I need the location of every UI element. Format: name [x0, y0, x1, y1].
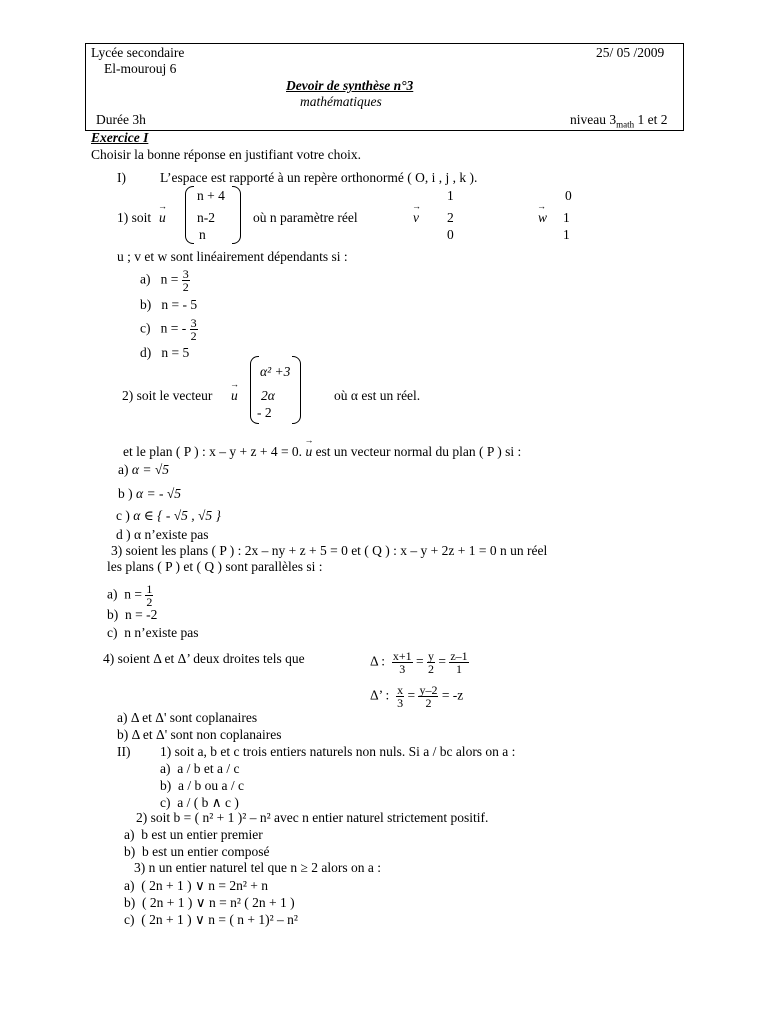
q1-param-text: où n paramètre réel — [253, 210, 358, 225]
p2-q2-option-a: a) b est un entier premier — [124, 827, 263, 842]
q4-lead: 4) soient Δ et Δ’ deux droites tels que — [103, 651, 305, 666]
right-bracket — [232, 186, 241, 244]
delta2-equation: Δ’ : $\frac{x}{3}$ = $\frac{y-2}{2}$ = -z — [370, 683, 464, 710]
exam-level: niveau $3_{math}$ 1 et 2 — [570, 112, 668, 130]
p2-q1-line: 1) soit a, b et c trois entiers naturels non nuls. Si a / bc alors on a : — [160, 744, 516, 759]
w-coord-1: 0 — [565, 188, 572, 203]
exercise-instruction: Choisir la bonne réponse en justifiant votre choix. — [91, 147, 361, 162]
q1-option-d: d) n = 5 — [140, 345, 190, 360]
q1-option-c: c) n = - $\frac{3}{2}$ — [140, 316, 197, 343]
q2-plane-line: et le plan ( P ) : x – y + z + 4 = 0. → u est un vecteur normal du plan ( P ) si : — [123, 445, 521, 459]
q1-option-b: b) n = - 5 — [140, 297, 198, 312]
p2-q3-line: 3) n un entier naturel tel que n ≥ 2 alors on a : — [134, 860, 381, 875]
vector-u-label: → u — [159, 211, 166, 225]
p2-q1-option-b: b) a / b ou a / c — [160, 778, 244, 793]
q2-option-d: d ) α n’existe pas — [116, 527, 209, 542]
q2-u-coord-2: 2α — [261, 388, 275, 403]
p2-q2-option-b: b) b est un entier composé — [124, 844, 270, 859]
v-coord-3: 0 — [447, 227, 454, 242]
p2-q3-option-c: c) ( 2n + 1 ) ∨ n = ( n + 1)² – n² — [124, 912, 298, 927]
u-coord-1: n + 4 — [197, 188, 225, 203]
p2-q1-option-c: c) a / ( b ∧ c ) — [160, 795, 239, 810]
q2-tail: où α est un réel. — [334, 388, 421, 403]
q2-u-coord-1: α² +3 — [260, 364, 291, 379]
q3-option-a: a) n = $\frac{1}{2}$ — [107, 582, 153, 609]
exam-subject: mathématiques — [300, 94, 382, 109]
exam-date: 25/ 05 /2009 — [596, 45, 665, 60]
p2-q2-line: 2) soit b = ( n² + 1 )² – n² avec n entier naturel strictement positif. — [136, 810, 489, 825]
q4-option-b: b) Δ et Δ' sont non coplanaires — [117, 727, 282, 742]
vector-v-label: → v — [413, 211, 419, 225]
school-town: El-mourouj 6 — [104, 61, 177, 76]
q2-u-coord-3: - 2 — [257, 405, 272, 420]
q2-option-b: b ) α = - √5 — [118, 486, 181, 501]
school-name: Lycée secondaire — [91, 45, 185, 60]
left-bracket — [185, 186, 194, 244]
p2-q1-option-a: a) a / b et a / c — [160, 761, 240, 776]
w-coord-2: 1 — [563, 210, 570, 225]
q1-option-a: a) n = $\frac{3}{2}$ — [140, 267, 189, 294]
q3-line1: 3) soient les plans ( P ) : 2x – ny + z + 5 = 0 et ( Q ) : x – y + 2z + 1 = 0 n un réel — [111, 543, 548, 558]
q3-option-b: b) n = -2 — [107, 607, 158, 622]
exam-title: Devoir de synthèse n°3 — [286, 78, 414, 93]
q2-lead: 2) soit le vecteur — [122, 388, 213, 403]
q3-line2: les plans ( P ) et ( Q ) sont parallèles si : — [107, 559, 323, 574]
vector-w-label: → w — [538, 211, 547, 225]
q2-vector-u: → u — [231, 389, 238, 403]
part1-label: I) — [117, 170, 126, 185]
q1-statement: u ; v et w sont linéairement dépendants si : — [117, 249, 348, 264]
part1-intro: L’espace est rapporté à un repère orthonormé ( O, i , j , k ). — [160, 170, 478, 185]
u-coord-3: n — [199, 227, 206, 242]
exam-duration: Durée 3h — [96, 112, 146, 127]
part2-label: II) — [117, 744, 131, 759]
delta1-equation: Δ : $\frac{x+1}{3}$ = $\frac{y}{2}$ = $\frac{z-1}{1}$ — [370, 649, 468, 676]
exercise-title: Exercice I — [91, 130, 149, 145]
q2-right-bracket — [292, 356, 301, 424]
p2-q3-option-b: b) ( 2n + 1 ) ∨ n = n² ( 2n + 1 ) — [124, 895, 295, 910]
q4-option-a: a) Δ et Δ' sont coplanaires — [117, 710, 258, 725]
q3-option-c: c) n n’existe pas — [107, 625, 199, 640]
v-coord-2: 2 — [447, 210, 454, 225]
q2-option-a: a) α = √5 — [118, 462, 169, 477]
p2-q3-option-a: a) ( 2n + 1 ) ∨ n = 2n² + n — [124, 878, 269, 893]
q1-lead: 1) soit — [117, 210, 152, 225]
u-coord-2: n-2 — [197, 210, 215, 225]
v-coord-1: 1 — [447, 188, 454, 203]
q2-option-c: c ) α ∈ { - √5 , √5 } — [116, 508, 221, 523]
w-coord-3: 1 — [563, 227, 570, 242]
